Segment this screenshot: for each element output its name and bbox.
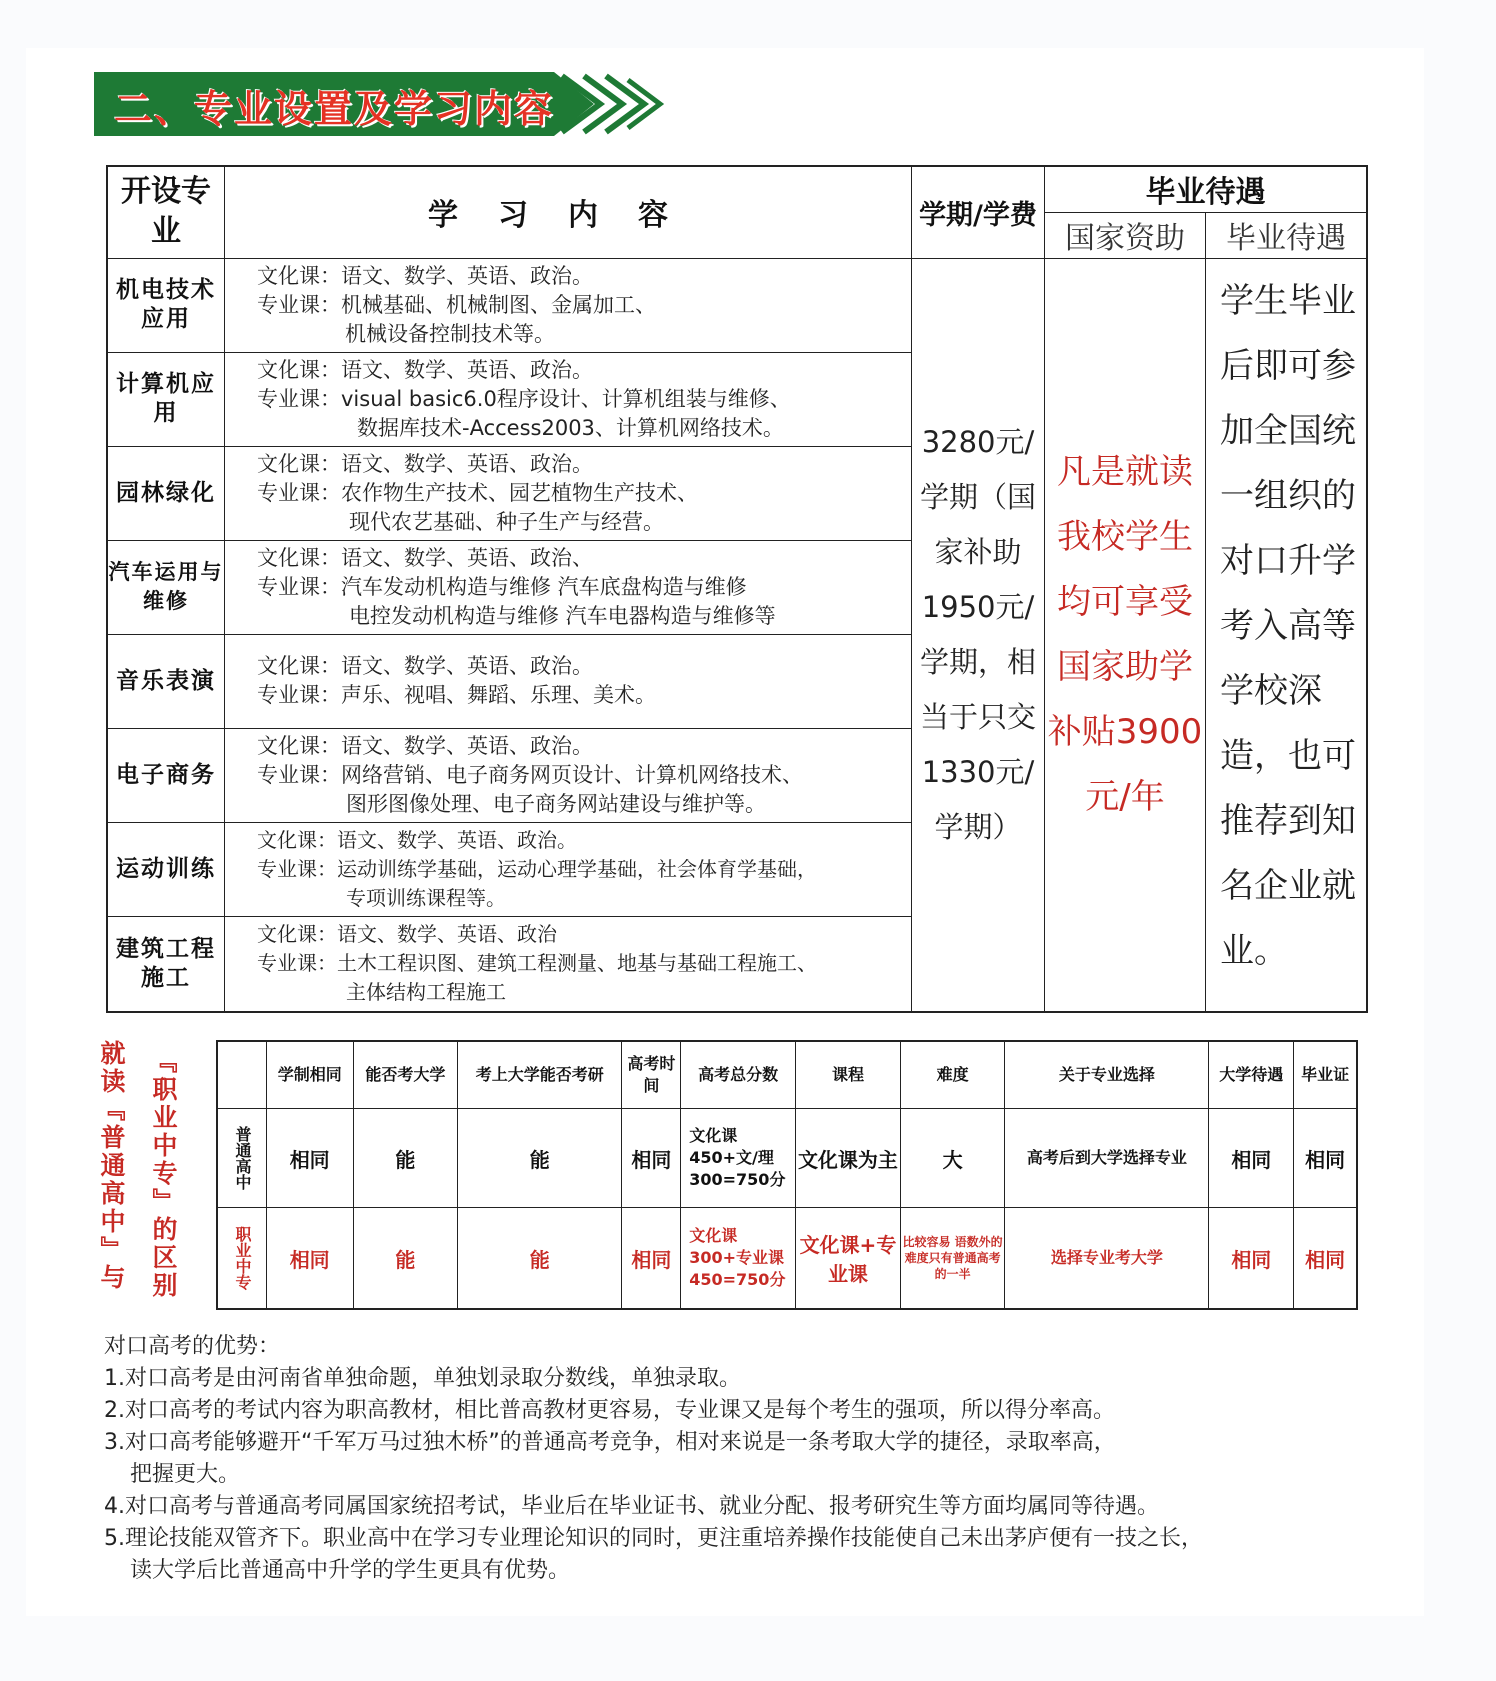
course-content [225, 258, 912, 352]
comparison-cell: 相同 [622, 1109, 681, 1208]
course-line: 文化课：语文、数学、英语、政治。 [257, 733, 593, 758]
comparison-cell: 选择专业考大学 [1005, 1208, 1209, 1310]
course-line: 文化课：语文、数学、英语、政治。 [257, 654, 593, 678]
comparison-cell: 高考后到大学选择专业 [1005, 1109, 1209, 1208]
course-line: 专业课：土木工程识图、建筑工程测量、地基与基础工程施工、 [257, 951, 817, 976]
major-name: 运动训练 [107, 822, 225, 916]
header-content: 学习内容 [225, 166, 912, 258]
course-line: 主体结构工程施工 [346, 980, 506, 1005]
comparison-cell: 相同 [1294, 1109, 1357, 1208]
advantage-item: 4.对口高考与普通高考同属国家统招考试，毕业后在毕业证书、就业分配、报考研究生等方面均属同等待遇。 [104, 1494, 1159, 1519]
comparison-cell: 能 [458, 1109, 622, 1208]
major-name: 音乐表演 [107, 634, 225, 728]
banner-title: 二、专业设置及学习内容 [114, 86, 555, 131]
row-label: 普通高中 [217, 1109, 266, 1208]
course-line: 图形图像处理、电子商务网站建设与维护等。 [346, 791, 766, 816]
advantage-item: 把握更大。 [130, 1462, 241, 1487]
advantages-section [104, 1331, 1404, 1587]
comparison-header: 难度 [900, 1041, 1005, 1109]
course-line: 专业课：visual basic6.0程序设计、计算机组装与维修、 [257, 386, 791, 411]
course-line: 电控发动机构造与维修 汽车电器构造与维修等 [349, 603, 776, 628]
treatment-cell: 学生毕业后即可参加全国统一组织的对口升学考入高等学校深造，也可推荐到知名企业就业。 [1206, 258, 1368, 1012]
major-name: 建筑工程施工 [107, 916, 225, 1012]
course-line: 文化课：语文、数学、英语、政治。 [257, 263, 593, 288]
comparison-cell: 相同 [1294, 1208, 1357, 1310]
comparison-table [216, 1040, 1358, 1310]
comparison-header: 高考总分数 [681, 1041, 796, 1109]
advantages-title: 对口高考的优势： [104, 1334, 281, 1359]
comparison-header: 毕业证 [1294, 1041, 1357, 1109]
comparison-cell: 相同 [266, 1109, 353, 1208]
advantage-item: 3.对口高考能够避开“千军万马过独木桥”的普通高考竞争，相对来说是一条考取大学的捷径，录取率高， [104, 1430, 1116, 1455]
comparison-side-label: 『职业中专』的区别 [149, 1048, 178, 1300]
comparison-cell: 相同 [1209, 1208, 1294, 1310]
comparison-header: 关于专业选择 [1005, 1041, 1209, 1109]
major-name: 计算机应用 [107, 352, 225, 446]
major-name: 园林绿化 [107, 446, 225, 540]
major-name: 机电技术应用 [107, 258, 225, 352]
course-line: 文化课：语文、数学、英语、政治。 [257, 827, 577, 852]
section-banner [94, 72, 634, 136]
comparison-header: 能否考大学 [353, 1041, 458, 1109]
comparison-cell: 文化课+专业课 [796, 1208, 901, 1310]
advantage-item: 读大学后比普通高中升学的学生更具有优势。 [130, 1558, 571, 1583]
comparison-side-label: 就读『普通高中』与 [97, 1040, 126, 1292]
course-line: 专业课：机械基础、机械制图、金属加工、 [257, 292, 656, 317]
course-content [225, 916, 912, 1012]
course-line: 机械设备控制技术等。 [345, 321, 555, 346]
row-label: 职业中专 [217, 1208, 266, 1310]
course-line: 专业课：网络营销、电子商务网页设计、计算机网络技术、 [257, 762, 803, 787]
major-table [106, 165, 1368, 1013]
course-content [225, 634, 912, 728]
course-line: 文化课：语文、数学、英语、政治 [257, 922, 557, 947]
header-aid: 国家资助 [1045, 212, 1206, 258]
course-line: 文化课：语文、数学、英语、政治、 [257, 545, 593, 570]
course-line: 现代农艺基础、种子生产与经营。 [349, 509, 664, 534]
header-fee: 学期/学费 [912, 166, 1045, 258]
header-treatment: 毕业待遇 [1206, 212, 1368, 258]
header-graduation: 毕业待遇 [1045, 166, 1368, 212]
advantage-item: 1.对口高考是由河南省单独命题，单独划录取分数线，单独录取。 [104, 1366, 741, 1391]
comparison-header: 学制相同 [266, 1041, 353, 1109]
fee-cell: 3280元/学期（国家补助1950元/学期，相当于只交1330元/学期） [912, 258, 1045, 1012]
course-content [225, 352, 912, 446]
comparison-header [217, 1041, 266, 1109]
comparison-cell: 相同 [266, 1208, 353, 1310]
course-line: 数据库技术-Access2003、计算机网络技术。 [357, 415, 784, 440]
header-major: 开设专业 [107, 166, 225, 258]
course-line: 专项训练课程等。 [346, 885, 506, 910]
major-name: 电子商务 [107, 728, 225, 822]
comparison-cell: 比较容易 语数外的难度只有普通高考的一半 [900, 1208, 1005, 1310]
advantage-item: 2.对口高考的考试内容为职高教材，相比普高教材更容易，专业课又是每个考生的强项，所以得分率高。 [104, 1398, 1115, 1423]
comparison-header: 考上大学能否考研 [458, 1041, 622, 1109]
comparison-cell: 文化课450+文/理300=750分 [681, 1109, 796, 1208]
course-content [225, 540, 912, 634]
course-content [225, 822, 912, 916]
advantage-item: 5.理论技能双管齐下。职业高中在学习专业理论知识的同时，更注重培养操作技能使自己未出茅庐便有一技之长， [104, 1526, 1203, 1551]
course-line: 文化课：语文、数学、英语、政治。 [257, 357, 593, 382]
comparison-cell: 能 [458, 1208, 622, 1310]
course-line: 专业课：农作物生产技术、园艺植物生产技术、 [257, 480, 698, 505]
course-line: 文化课：语文、数学、英语、政治。 [257, 451, 593, 476]
course-content [225, 728, 912, 822]
comparison-cell: 能 [353, 1208, 458, 1310]
comparison-cell: 相同 [622, 1208, 681, 1310]
course-line: 专业课：运动训练学基础，运动心理学基础，社会体育学基础， [257, 856, 817, 881]
comparison-cell: 能 [353, 1109, 458, 1208]
comparison-cell: 大 [900, 1109, 1005, 1208]
comparison-cell: 相同 [1209, 1109, 1294, 1208]
course-line: 专业课：汽车发动机构造与维修 汽车底盘构造与维修 [257, 574, 747, 599]
comparison-cell: 文化课为主 [796, 1109, 901, 1208]
major-name: 汽车运用与维修 [107, 540, 225, 634]
comparison-header: 大学待遇 [1209, 1041, 1294, 1109]
comparison-cell: 文化课300+专业课450=750分 [681, 1208, 796, 1310]
comparison-header: 高考时间 [622, 1041, 681, 1109]
comparison-header: 课程 [796, 1041, 901, 1109]
course-line: 专业课：声乐、视唱、舞蹈、乐理、美术。 [257, 683, 656, 707]
aid-cell: 凡是就读我校学生均可享受国家助学补贴3900元/年 [1045, 258, 1206, 1012]
course-content [225, 446, 912, 540]
